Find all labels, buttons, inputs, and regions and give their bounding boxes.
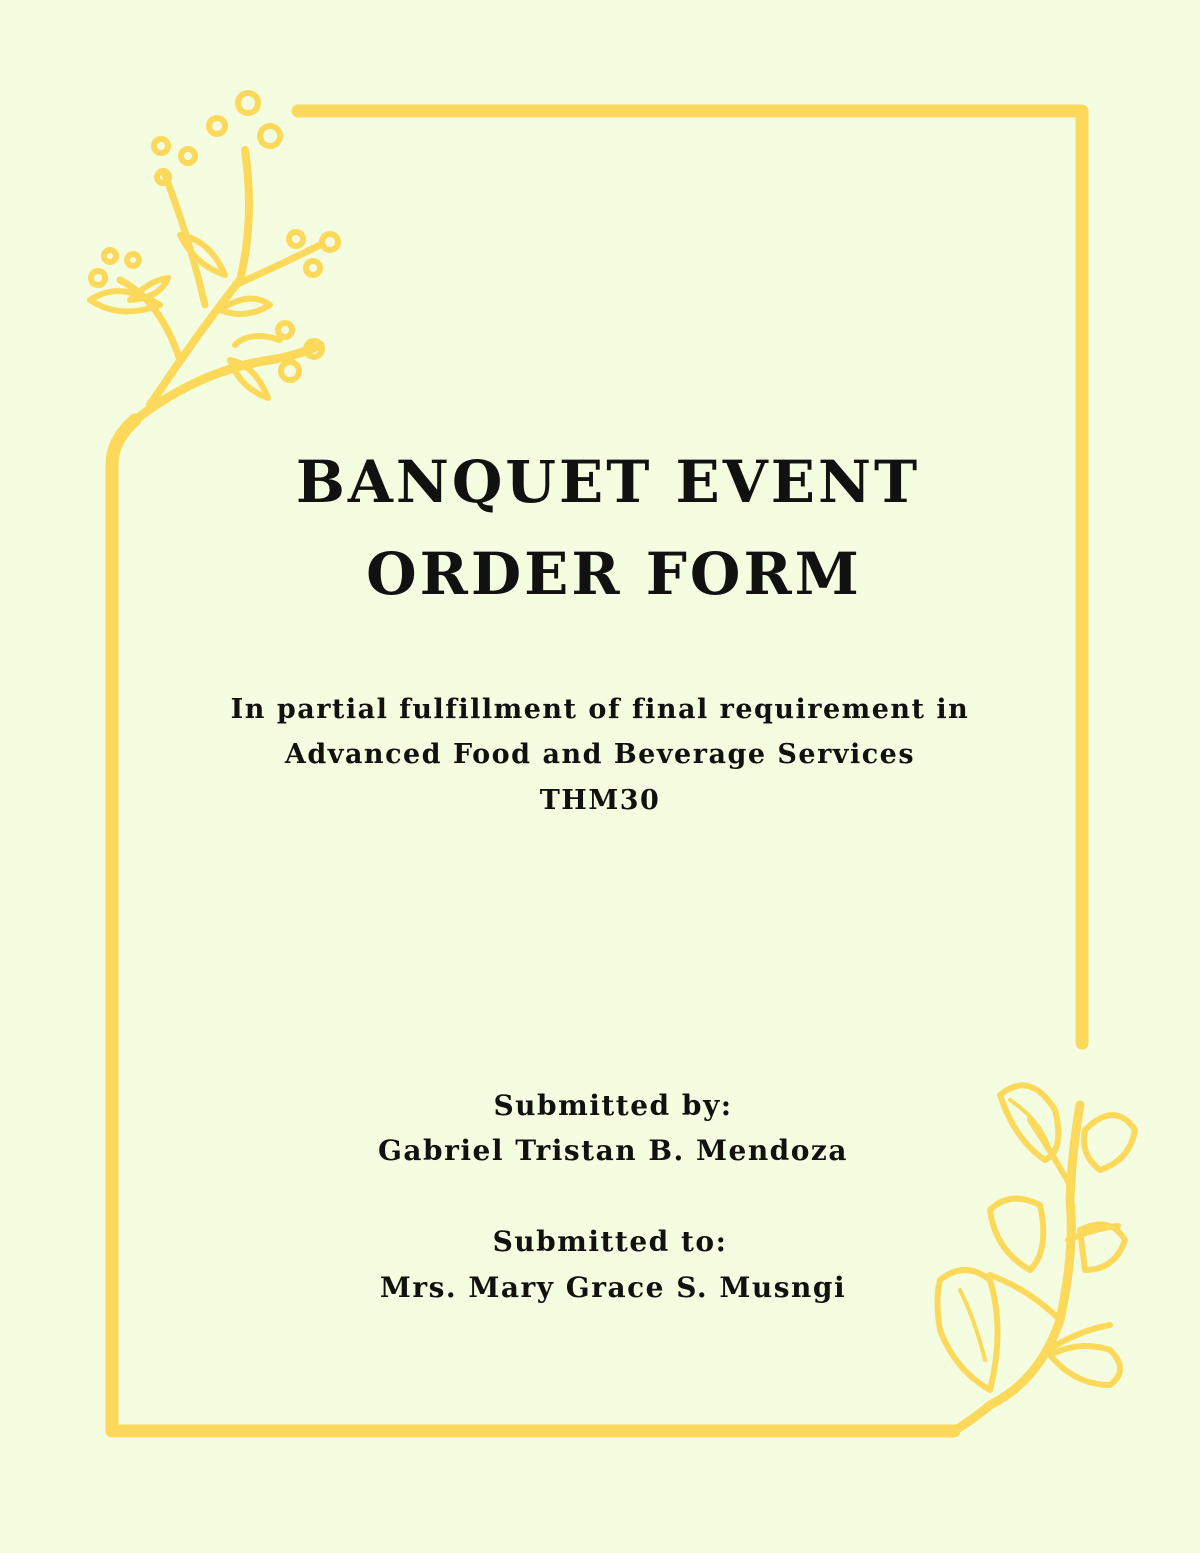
- submitted-by-name: Gabriel Tristan B. Mendoza: [378, 1134, 848, 1167]
- submitted-by-label: Submitted by:: [493, 1089, 733, 1122]
- document-title-line-2: ORDER FORM: [366, 540, 862, 608]
- submitted-to-label: Submitted to:: [492, 1225, 728, 1258]
- course-code: THM30: [539, 785, 661, 816]
- floral-sprig-icon: [90, 93, 338, 420]
- submitted-to-name: Mrs. Mary Grace S. Musngi: [379, 1271, 847, 1304]
- subtitle-line-2: Advanced Food and Beverage Services: [284, 739, 916, 770]
- subtitle-line-1: In partial fulfillment of final requirement in: [230, 694, 970, 725]
- document-title-line-1: BANQUET EVENT: [295, 448, 921, 516]
